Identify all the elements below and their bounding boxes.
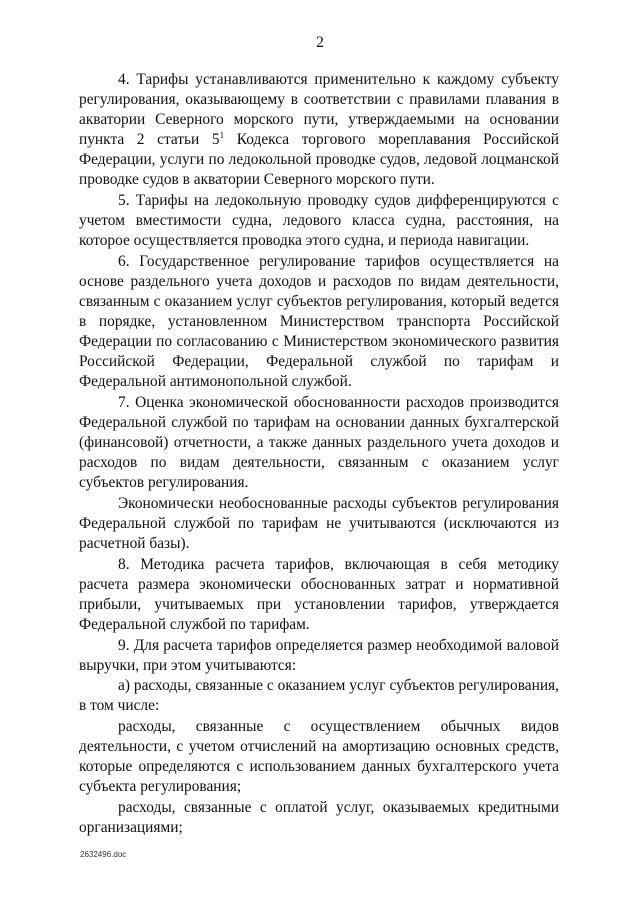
- page-number: 2: [316, 34, 324, 51]
- paragraph-7-note: Экономически необоснованные расходы субъектов регулирования Федеральной службой по тарифам не учитываются (исключаются из расчетной базы).: [79, 494, 559, 553]
- paragraph-9a: а) расходы, связанные с оказанием услуг субъектов регулирования, в том числе:: [79, 677, 559, 715]
- paragraph-4: [79, 70, 559, 191]
- paragraph-9: 9. Для расчета тарифов определяется размер необходимой валовой выручки, при этом учитываются:: [79, 636, 559, 674]
- paragraph-text: Кодекса торгового мореплавания Российской Федерации, услуги по ледокольной проводке судов, ледовой лоцманской проводке судов в акватории Северного морского пути.: [79, 131, 560, 189]
- file-name-footer: 2632496.doc: [80, 850, 127, 859]
- document-body: [79, 70, 559, 838]
- paragraph-9a-item-1: расходы, связанные с осуществлением обычных видов деятельности, с учетом отчислений на амортизацию основных средств, которые определяются с использованием данных бухгалтерского учета субъекта регулирования;: [79, 718, 559, 796]
- paragraph-8: 8. Методика расчета тарифов, включающая в себя методику расчета размера экономически обоснованных затрат и нормативной прибыли, учитываемых при установлении тарифов, утверждается Федеральной службой по тарифам.: [79, 555, 559, 634]
- paragraph-5: 5. Тарифы на ледокольную проводку судов дифференцируются с учетом вместимости судна, ледового класса судна, расстояния, на которое осуществляется проводка этого судна, и периода навигации.: [79, 192, 559, 250]
- paragraph-7: 7. Оценка экономической обоснованности расходов производится Федеральной службой по тарифам на основании данных бухгалтерской (финансовой) отчетности, а также данных раздельного учета доходов и расходов по видам деятельности, связанным с оказанием услуг субъектов регулирования.: [79, 394, 559, 492]
- paragraph-6: 6. Государственное регулирование тарифов осуществляется на основе раздельного учета доходов и расходов по видам деятельности, связанным с оказанием услуг субъектов регулирования, который ведется в порядке, установленном Министерством транспорта Российской Федерации по согласованию с Министерством экономического развития Российской Федерации, Федеральной службой по тарифам и Федеральной антимонопольной службой.: [79, 252, 559, 391]
- superscript: 1: [219, 130, 225, 141]
- paragraph-9a-item-2: расходы, связанные с оплатой услуг, оказываемых кредитными организациями;: [79, 798, 559, 836]
- paragraph-text: 4. Тарифы устанавливаются применительно к каждому субъекту регулирования, оказывающему в соответствии с правилами плавания в акватории Северного морского пути, утверждаемыми на основании пункта 2 статьи 5: [79, 71, 559, 149]
